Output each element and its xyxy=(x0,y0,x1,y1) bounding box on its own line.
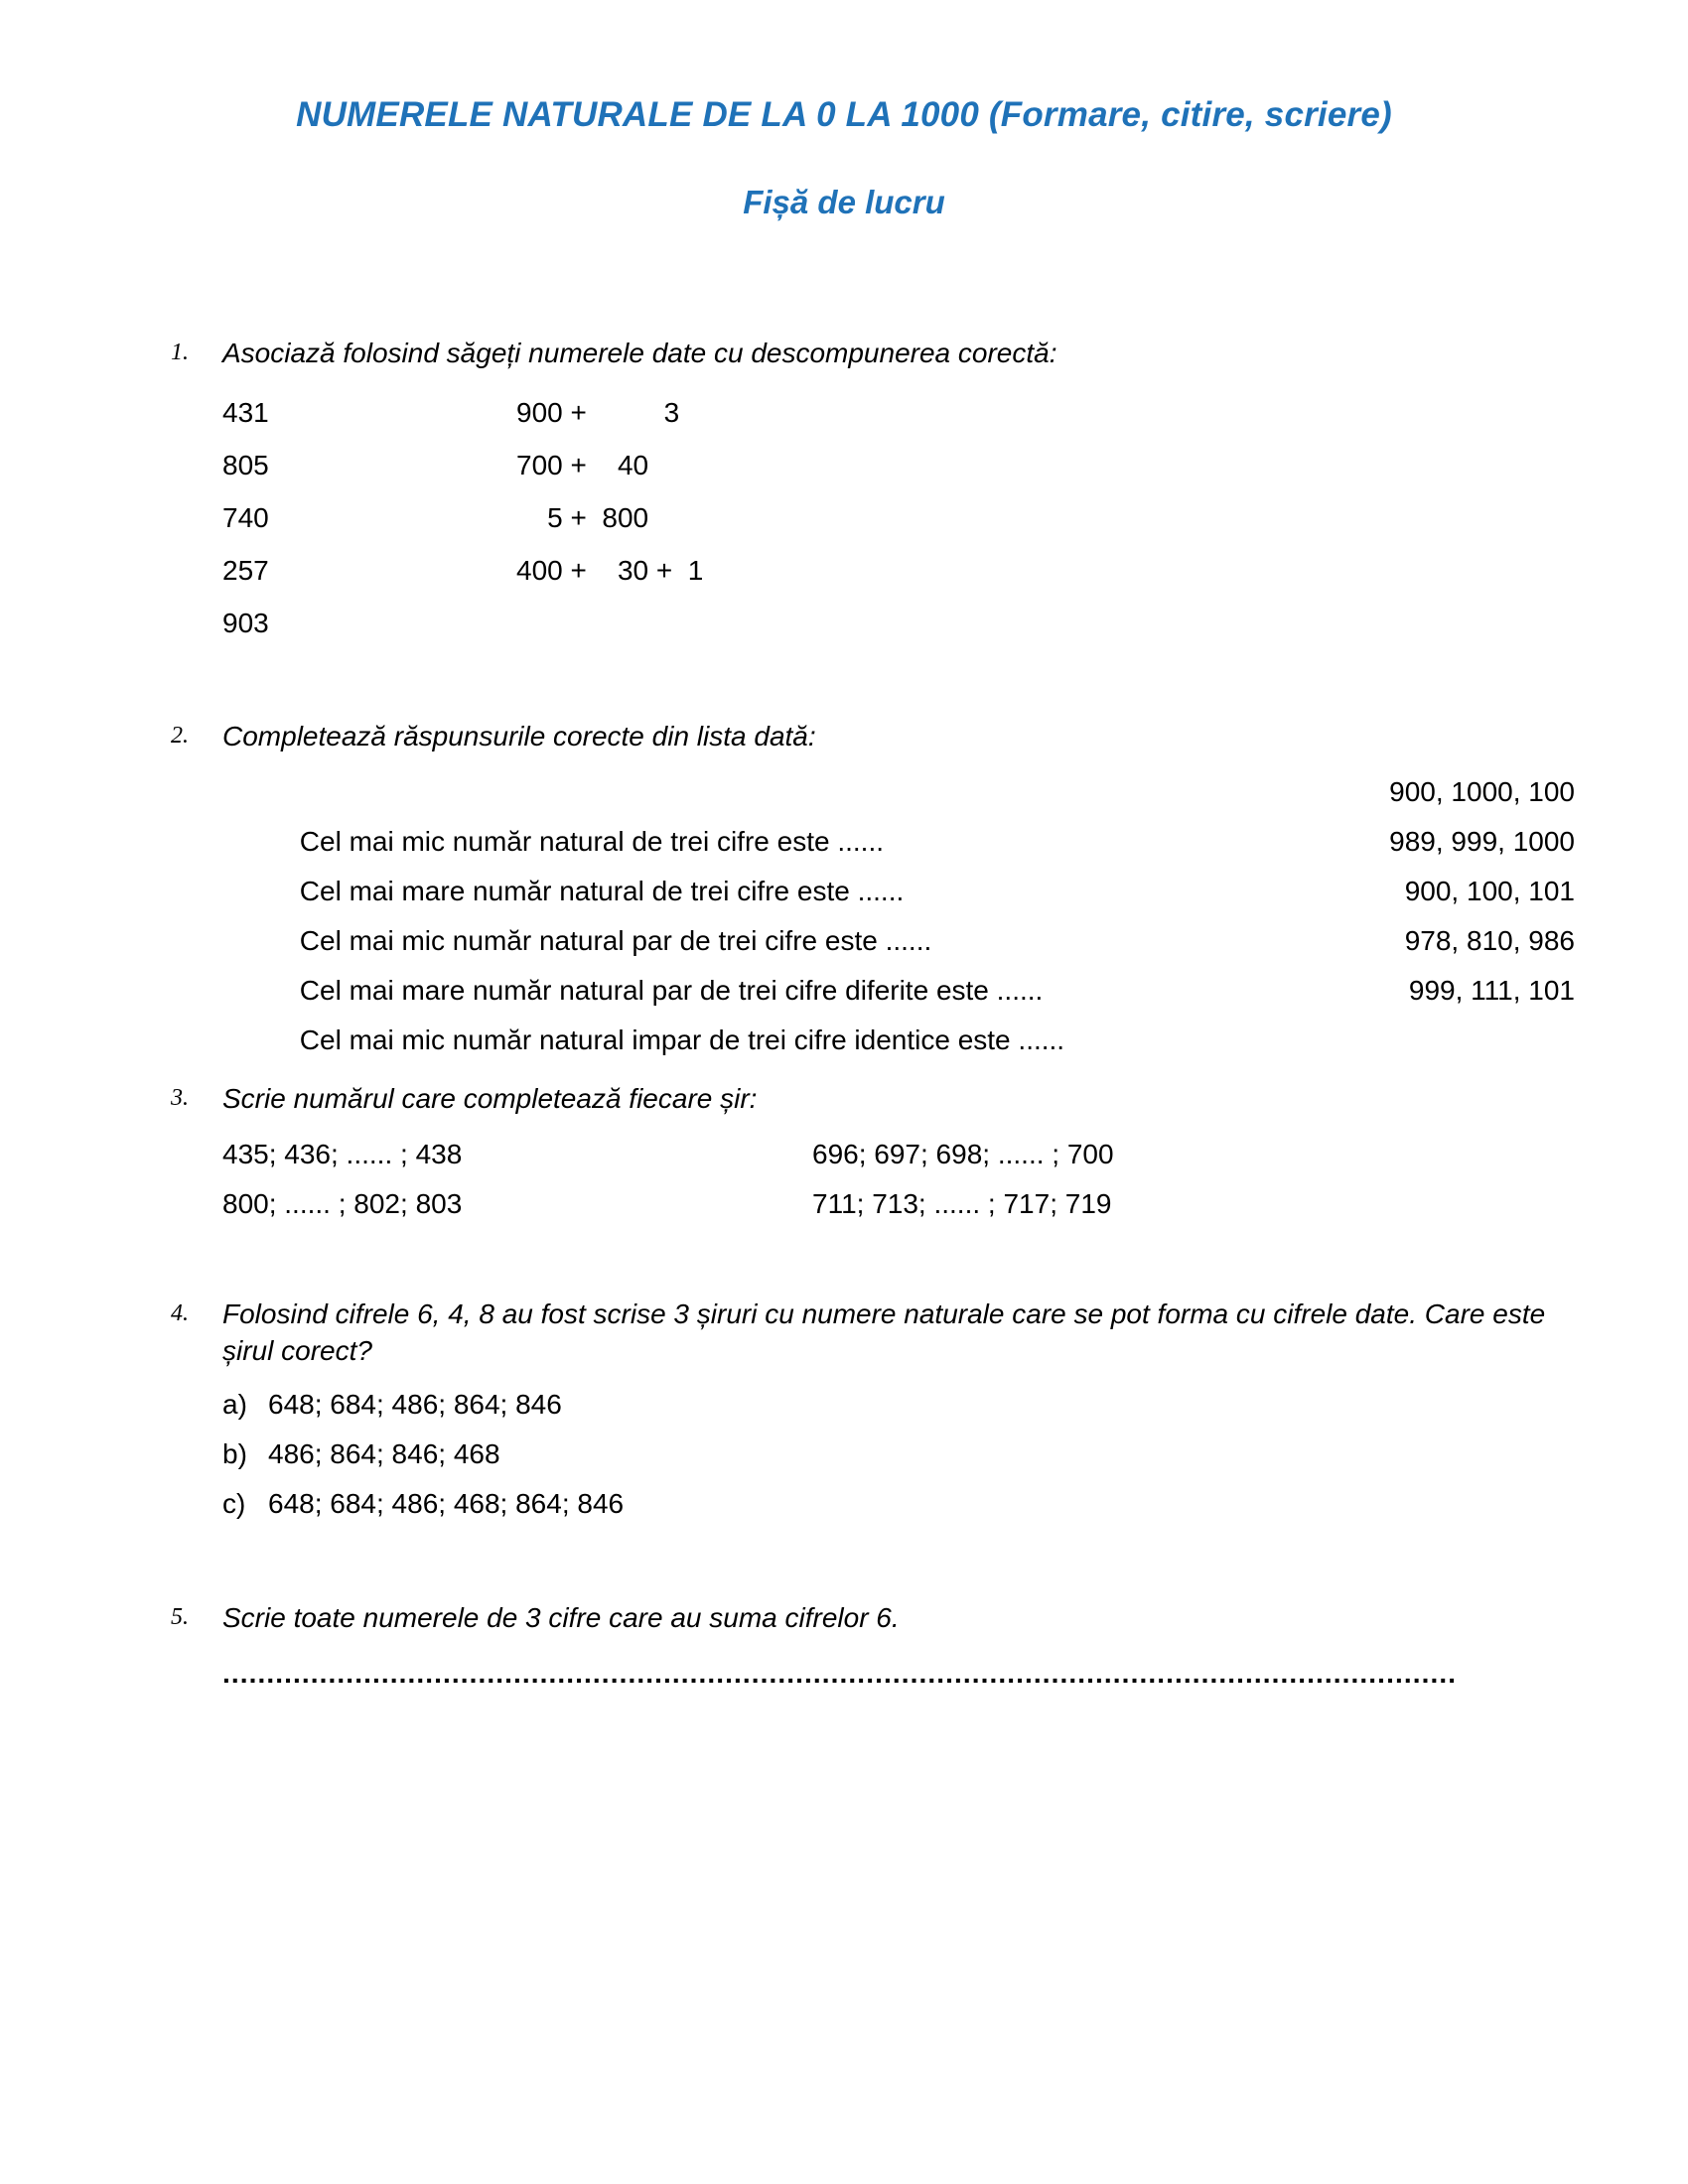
choice-key: c) xyxy=(222,1487,246,1519)
match-row[interactable] xyxy=(222,386,1688,439)
page-subtitle: Fișă de lucru xyxy=(743,184,945,220)
exercise-3-sequence-list xyxy=(222,1130,1688,1229)
exercise-list xyxy=(0,336,1688,1690)
question-text[interactable]: Cel mai mare număr natural par de trei cifre diferite este ...... xyxy=(299,974,1044,1006)
exercise-3-prompt: Scrie numărul care completează fiecare șir: xyxy=(222,1082,758,1114)
choice-row-a[interactable] xyxy=(222,1380,1688,1430)
page-title: NUMERELE NATURALE DE LA 0 LA 1000 (Formare, citire, scriere) xyxy=(296,95,1392,134)
question-options[interactable]: 900, 100, 101 xyxy=(1404,875,1575,906)
choice-row-b[interactable] xyxy=(222,1430,1688,1479)
match-row[interactable] xyxy=(222,439,1688,491)
exercise-2 xyxy=(0,719,1688,1055)
question-text[interactable]: Cel mai mic număr natural impar de trei cifre identice este ...... xyxy=(299,1024,1065,1055)
exercise-1-match-table xyxy=(222,386,1688,649)
exercise-2-prompt: Completează răspunsurile corecte din lista dată: xyxy=(222,720,816,751)
question-text[interactable]: Cel mai mic număr natural par de trei cifre este ...... xyxy=(299,924,932,956)
exercise-2-number: 2. xyxy=(171,722,189,749)
exercise-4-prompt: Folosind cifrele 6, 4, 8 au fost scrise 3 șiruri cu numere naturale care se pot forma cu cifrele date. Care este șirul corect? xyxy=(222,1297,1546,1366)
exercise-1 xyxy=(0,336,1688,649)
sequence-right[interactable]: 696; 697; 698; ...... ; 700 xyxy=(812,1138,1114,1169)
exercise-5-prompt: Scrie toate numerele de 3 cifre care au suma cifrelor 6. xyxy=(222,1601,900,1633)
sequence-row[interactable] xyxy=(222,1130,1688,1179)
question-text[interactable]: Cel mai mare număr natural de trei cifre este ...... xyxy=(299,875,905,906)
match-decomposition[interactable]: 400 + 30 + 1 xyxy=(516,554,704,586)
question-row[interactable] xyxy=(222,966,1575,1055)
exercise-5 xyxy=(0,1600,1688,1690)
match-decomposition[interactable]: 5 + 800 xyxy=(516,501,649,533)
match-number[interactable]: 431 xyxy=(222,396,269,428)
sequence-right[interactable]: 711; 713; ...... ; 717; 719 xyxy=(812,1187,1112,1219)
exercise-4-number: 4. xyxy=(171,1299,189,1326)
exercise-3 xyxy=(0,1081,1688,1229)
sequence-row[interactable] xyxy=(222,1179,1688,1229)
match-decomposition[interactable]: 700 + 40 xyxy=(516,449,649,480)
match-decomposition[interactable]: 900 + 3 xyxy=(516,396,680,428)
match-number[interactable]: 903 xyxy=(222,607,269,638)
title-block xyxy=(0,94,1688,222)
choice-text[interactable]: 648; 684; 486; 468; 864; 846 xyxy=(268,1487,625,1519)
answer-dotted-line[interactable]: ............................................................................................................................................ xyxy=(222,1658,1458,1689)
question-options[interactable]: 978, 810, 986 xyxy=(1404,924,1575,956)
choice-key: b) xyxy=(222,1437,247,1469)
exercise-1-number: 1. xyxy=(171,340,189,365)
question-text[interactable]: Cel mai mic număr natural de trei cifre este ...... xyxy=(299,825,885,857)
choice-row-c[interactable] xyxy=(222,1479,1688,1529)
match-number[interactable]: 740 xyxy=(222,501,269,533)
exercise-4-choice-list xyxy=(222,1380,1688,1529)
question-options[interactable]: 900, 1000, 100 xyxy=(1389,775,1575,807)
choice-text[interactable]: 486; 864; 846; 468 xyxy=(268,1437,500,1469)
exercise-1-prompt: Asociază folosind săgeți numerele date cu descompunerea corectă: xyxy=(222,338,1057,368)
sequence-left[interactable]: 800; ...... ; 802; 803 xyxy=(222,1187,463,1219)
exercise-2-question-list xyxy=(222,767,1688,1055)
choice-text[interactable]: 648; 684; 486; 864; 846 xyxy=(268,1388,562,1420)
exercise-3-number: 3. xyxy=(171,1084,189,1111)
exercise-4 xyxy=(0,1297,1688,1529)
question-options[interactable]: 989, 999, 1000 xyxy=(1389,825,1575,857)
question-options[interactable]: 999, 111, 101 xyxy=(1408,974,1575,1006)
match-row[interactable] xyxy=(222,597,1688,649)
match-number[interactable]: 805 xyxy=(222,449,269,480)
match-row[interactable] xyxy=(222,544,1688,597)
choice-key: a) xyxy=(222,1388,247,1420)
match-number[interactable]: 257 xyxy=(222,554,269,586)
exercise-5-number: 5. xyxy=(171,1603,189,1630)
match-row[interactable] xyxy=(222,491,1688,544)
sequence-left[interactable]: 435; 436; ...... ; 438 xyxy=(222,1138,463,1169)
